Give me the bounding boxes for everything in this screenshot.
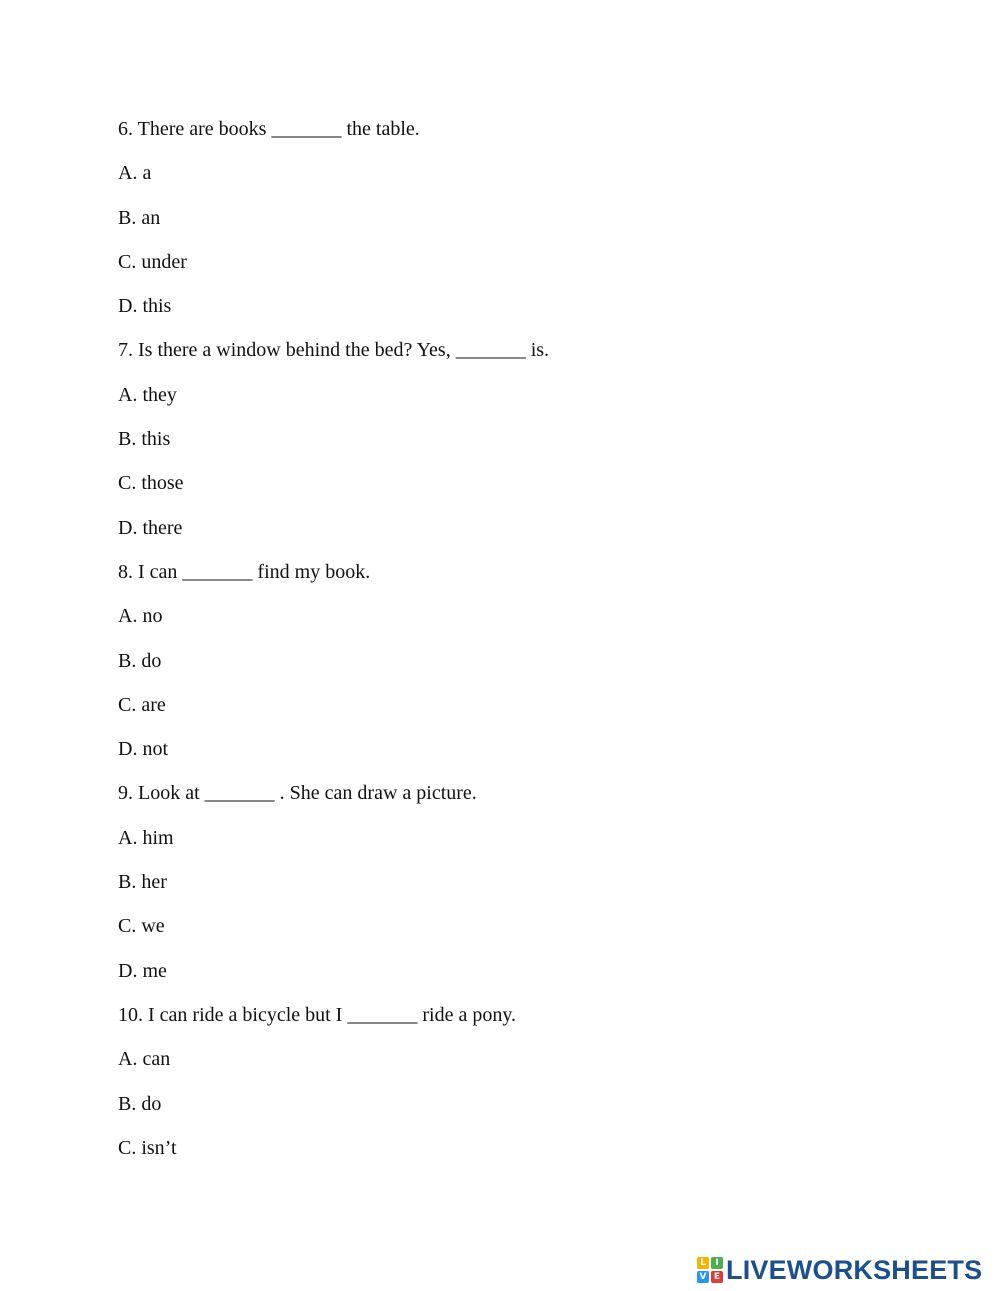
question-text: 10. I can ride a bicycle but I _______ ride a pony. [118, 1003, 517, 1026]
logo-letter: E [711, 1271, 723, 1283]
answer-option[interactable]: B. her [118, 871, 167, 894]
question-text: 7. Is there a window behind the bed? Yes, _______ is. [118, 339, 550, 362]
answer-option[interactable]: A. can [118, 1048, 171, 1071]
answer-option[interactable]: B. do [118, 649, 162, 672]
question-7 [118, 335, 918, 556]
question-text: 8. I can _______ find my book. [118, 560, 371, 583]
answer-option[interactable]: B. do [118, 1092, 162, 1115]
answer-option[interactable]: C. isn’t [118, 1136, 177, 1159]
brand-text: LIVEWORKSHEETS [726, 1255, 983, 1285]
answer-option[interactable]: A. a [118, 162, 152, 185]
logo-letter: L [697, 1257, 709, 1269]
worksheet [118, 114, 918, 1177]
answer-option[interactable]: C. are [118, 693, 166, 716]
logo-letter: V [697, 1271, 709, 1283]
question-text: 9. Look at _______ . She can draw a picture. [118, 782, 477, 805]
question-9 [118, 778, 918, 999]
logo-letter: I [711, 1257, 723, 1269]
answer-option[interactable]: B. an [118, 206, 161, 229]
question-8 [118, 557, 918, 778]
answer-option[interactable]: A. they [118, 383, 177, 406]
answer-option[interactable]: D. not [118, 738, 168, 761]
liveworksheets-logo [697, 1255, 982, 1285]
question-6 [118, 114, 918, 335]
answer-option[interactable]: C. we [118, 915, 165, 938]
answer-option[interactable]: D. this [118, 295, 172, 318]
answer-option[interactable]: A. him [118, 826, 174, 849]
answer-option[interactable]: B. this [118, 428, 171, 451]
question-10 [118, 1000, 918, 1177]
live-logo-icon [697, 1257, 723, 1283]
answer-option[interactable]: D. there [118, 516, 183, 539]
answer-option[interactable]: D. me [118, 959, 167, 982]
answer-option[interactable]: A. no [118, 605, 163, 628]
answer-option[interactable]: C. those [118, 472, 184, 495]
question-text: 6. There are books _______ the table. [118, 118, 420, 140]
answer-option[interactable]: C. under [118, 250, 187, 273]
